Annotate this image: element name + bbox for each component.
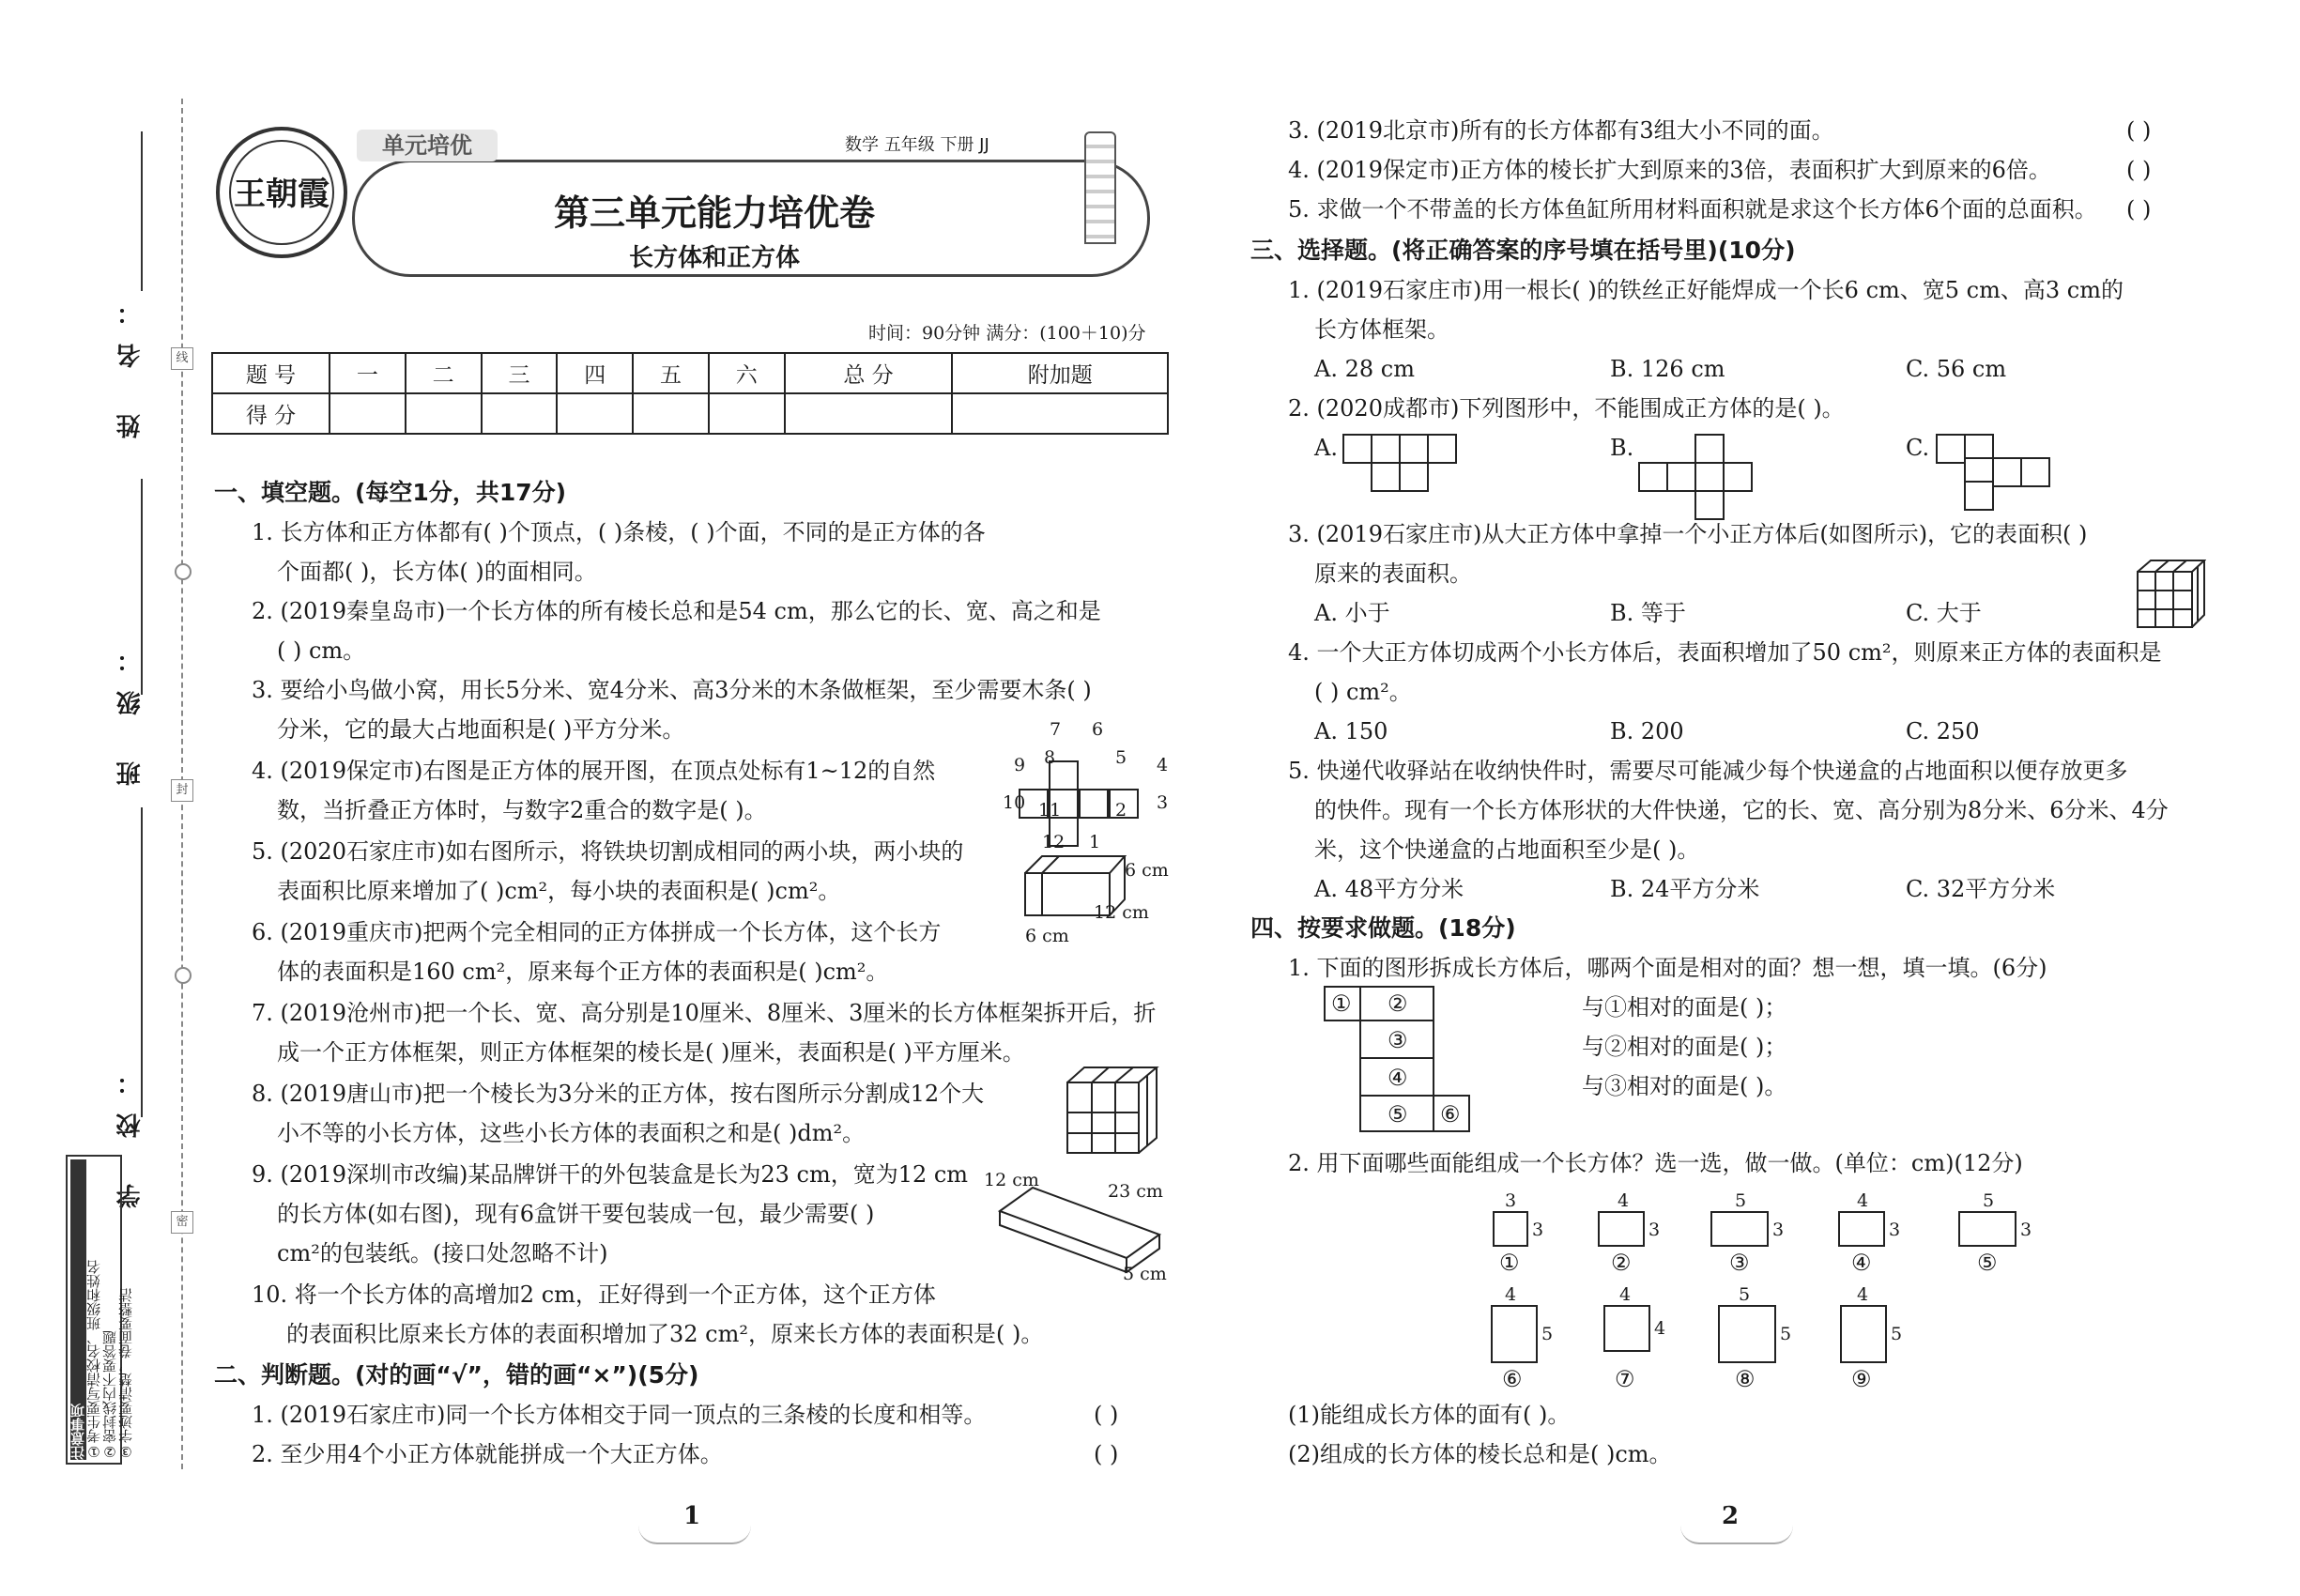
dim-label: 5 cm (1123, 1264, 1167, 1284)
face-dim: 5 (1983, 1190, 1995, 1211)
footer-ornament (638, 1526, 751, 1544)
option-b[interactable]: B. 24平方分米 (1610, 876, 1760, 902)
footer-ornament (1680, 1526, 1793, 1544)
score-header-cell: 总 分 (785, 353, 953, 393)
face-dim: 5 (1735, 1190, 1747, 1211)
net-number: 10 (1003, 792, 1026, 813)
score-input-cell[interactable] (633, 393, 709, 434)
face-rect[interactable] (1491, 1305, 1538, 1363)
school-label: 学 校： (116, 1051, 145, 1209)
answer-paren[interactable]: ( ) (2126, 157, 2152, 183)
dim-label: 12 cm (984, 1170, 1039, 1190)
judge-question: 5. 求做一个不带盖的长方体鱼缸所用材料面积就是求这个长方体6个面的总面积。 (1288, 196, 2097, 223)
option-c[interactable]: C. 32平方分米 (1906, 876, 2056, 902)
option-c[interactable]: C. (1906, 435, 1930, 461)
net-number: 7 (1050, 719, 1062, 740)
face-label: ① (1499, 1250, 1520, 1276)
face-dim: 3 (1889, 1220, 1901, 1240)
question-text: 7. (2019沧州市)把一个长、宽、高分别是10厘米、8厘米、3厘米的长方体框架拆开后，折 (252, 1000, 1157, 1026)
face-label: ③ (1729, 1250, 1750, 1276)
question-text: ( ) cm²。 (1314, 679, 1412, 705)
question-text: 数，当折叠正方体时，与数字2重合的数字是( )。 (277, 797, 767, 823)
page-number: 2 (1722, 1502, 1740, 1530)
option-a[interactable]: A. 小于 (1314, 600, 1390, 626)
lighthouse-icon (1084, 131, 1116, 244)
option-b[interactable]: B. 200 (1610, 718, 1684, 744)
net-number: 4 (1157, 755, 1169, 775)
option-b[interactable]: B. 等于 (1610, 600, 1686, 626)
seal-mi: 密 (171, 1211, 193, 1234)
face-dim: 5 (1541, 1324, 1554, 1344)
option-c[interactable]: C. 56 cm (1906, 356, 2007, 382)
score-header-cell: 附加题 (952, 353, 1168, 393)
divided-cube-figure (1066, 1066, 1159, 1155)
question-text: 9. (2019深圳市改编)某品牌饼干的外包装盒是长为23 cm，宽为12 cm (252, 1161, 969, 1188)
answer-paren[interactable]: ( ) (1094, 1441, 1119, 1467)
face-label: ⑧ (1735, 1366, 1756, 1392)
question-text: 1. 下面的图形拆成长方体后，哪两个面是相对的面？想一想，填一填。(6分) (1288, 955, 2047, 981)
question-text: cm²的包装纸。(接口处忽略不计) (277, 1240, 608, 1266)
face-label: ⑥ (1502, 1366, 1523, 1392)
dim-label: 6 cm (1025, 926, 1069, 946)
face-dim: 3 (2020, 1220, 2032, 1240)
net-number: 9 (1014, 755, 1026, 775)
question-text: ( ) cm。 (277, 637, 366, 664)
score-header-cell: 题 号 (212, 353, 330, 393)
question-text: 6. (2019重庆市)把两个完全相同的正方体拼成一个长方体，这个长方 (252, 919, 942, 945)
dim-label: 12 cm (1094, 902, 1149, 923)
score-header-cell: 五 (633, 353, 709, 393)
net-number: 2 (1115, 800, 1127, 821)
face-rect[interactable] (1840, 1305, 1887, 1363)
question-text: 表面积比原来增加了( )cm²，每小块的表面积是( )cm²。 (277, 878, 841, 904)
page-number: 1 (683, 1502, 701, 1530)
score-input-cell[interactable] (952, 393, 1168, 434)
face-dim: 4 (1654, 1318, 1666, 1339)
net-number: 1 (1089, 832, 1101, 852)
question-text: 2. 用下面哪些面能组成一个长方体？选一选，做一做。(单位：cm)(12分) (1288, 1150, 2023, 1176)
option-c[interactable]: C. 250 (1906, 718, 1980, 744)
question-text: 的长方体(如右图)，现有6盒饼干要包装成一包，最少需要( ) (277, 1201, 875, 1227)
score-header-cell: 三 (482, 353, 558, 393)
face-label: ② (1611, 1250, 1632, 1276)
note-item: ①考生要写清校名、班级和姓名 (85, 1260, 102, 1460)
question-text: 体的表面积是160 cm²，原来每个正方体的表面积是( )cm²。 (277, 959, 889, 985)
face-dim: 4 (1505, 1284, 1517, 1305)
face-dim: 5 (1739, 1284, 1751, 1305)
question-text: 5. 快递代收驿站在收纳快件时，需要尽可能减少每个快递盒的占地面积以便存放更多 (1288, 758, 2128, 784)
question-text: 的快件。现有一个长方体形状的大件快递，它的长、宽、高分别为8分米、6分米、4分 (1314, 797, 2169, 823)
question-text: 分米，它的最大占地面积是( )平方分米。 (277, 716, 685, 743)
score-input-cell[interactable] (709, 393, 785, 434)
net-cell: ⑥ (1433, 1095, 1470, 1132)
face-dim: 3 (1772, 1220, 1785, 1240)
judge-question: 2. 至少用4个小正方体就能拼成一个大正方体。 (252, 1441, 723, 1467)
fill-answer[interactable]: 与③相对的面是( )。 (1582, 1073, 1787, 1099)
page-subtitle: 长方体和正方体 (629, 244, 801, 272)
page-title: 第三单元能力培优卷 (554, 192, 876, 234)
face-rect[interactable] (1718, 1305, 1776, 1363)
face-dim: 5 (1780, 1324, 1792, 1344)
note-item: ②密封线内不要答题 (101, 1330, 118, 1460)
question-text: 长方体框架。 (1314, 316, 1449, 343)
question-text: 2. (2019秦皇岛市)一个长方体的所有棱长总和是54 cm，那么它的长、宽、高之和是 (252, 598, 1101, 624)
face-dim: 4 (1857, 1190, 1869, 1211)
score-header-cell: 四 (557, 353, 633, 393)
option-c[interactable]: C. 大于 (1906, 600, 1982, 626)
question-text: 4. (2019保定市)右图是正方体的展开图，在顶点处标有1~12的自然 (252, 758, 936, 784)
judge-question: 1. (2019石家庄市)同一个长方体相交于同一顶点的三条棱的长度和相等。 (252, 1402, 987, 1428)
net-number: 3 (1157, 792, 1169, 813)
answer-paren[interactable]: ( ) (2126, 196, 2152, 223)
notes-title: 注意事项 (70, 1159, 86, 1460)
net-number: 6 (1092, 719, 1104, 740)
question-text: 成一个正方体框架，则正方体框架的棱长是( )厘米，表面积是( )平方厘米。 (277, 1039, 1025, 1066)
face-rect[interactable] (1710, 1211, 1769, 1247)
question-text: 的表面积比原来长方体的表面积增加了32 cm²，原来长方体的表面积是( )。 (286, 1321, 1044, 1347)
option-a[interactable]: A. 48平方分米 (1314, 876, 1464, 902)
section-2-heading: 二、判断题。(对的画“√”，错的画“×”)(5分) (214, 1361, 699, 1389)
name-label: 姓 名： (116, 282, 145, 439)
logo-text: 王朝霞 (229, 140, 334, 245)
net-cell: ① (1324, 986, 1361, 1021)
question-text: 10. 将一个长方体的高增加2 cm，正好得到一个正方体，这个正方体 (252, 1281, 936, 1308)
question-text: (2)组成的长方体的棱长总和是( )cm。 (1288, 1441, 1672, 1467)
net-cell: ② (1359, 986, 1434, 1021)
question-text: 个面都( )，长方体( )的面相同。 (277, 559, 597, 585)
face-rect[interactable] (1493, 1211, 1528, 1247)
score-header-cell: 六 (709, 353, 785, 393)
score-input-cell[interactable] (557, 393, 633, 434)
question-text: 米，这个快递盒的占地面积至少是( )。 (1314, 836, 1700, 863)
score-header-cell: 二 (406, 353, 482, 393)
note-item: ③字迹要清楚，卷面要整洁 (117, 1288, 134, 1460)
notes-box (66, 1155, 134, 1465)
question-text: 3. (2019石家庄市)从大正方体中拿掉一个小正方体后(如图所示)，它的表面积( ) (1288, 521, 2088, 547)
unit-tab: 单元培优 (357, 130, 498, 161)
exam-time: 时间：90分钟 满分：(100＋10)分 (868, 323, 1146, 344)
seal-feng: 封 (171, 779, 193, 802)
question-text: 5. (2020石家庄市)如右图所示，将铁块切割成相同的两小块，两小块的 (252, 838, 964, 865)
score-input-cell[interactable] (406, 393, 482, 434)
face-label: ⑨ (1851, 1366, 1872, 1392)
cube-missing-corner-figure (2136, 559, 2206, 629)
subject-line: 数学 五年级 下册 JJ (845, 135, 989, 155)
dim-label: 6 cm (1125, 860, 1169, 881)
seal-xian: 线 (171, 347, 193, 370)
question-text: 1. (2019石家庄市)用一根长( )的铁丝正好能焊成一个长6 cm、宽5 cm、高3 cm的 (1288, 277, 2124, 303)
face-dim: 4 (1618, 1190, 1630, 1211)
question-text: 原来的表面积。 (1314, 560, 1472, 587)
section-1-heading: 一、填空题。(每空1分，共17分) (214, 479, 567, 506)
option-a[interactable]: A. 150 (1314, 718, 1388, 744)
option-b[interactable]: B. 126 cm (1610, 356, 1725, 382)
seal-circle (175, 967, 192, 984)
score-row-label: 得 分 (212, 393, 330, 434)
face-label: ⑤ (1977, 1250, 1998, 1276)
net-cell: ③ (1359, 1020, 1434, 1059)
question-text: (1)能组成长方体的面有( )。 (1288, 1402, 1571, 1428)
net-number: 5 (1115, 747, 1127, 768)
face-dim: 4 (1857, 1284, 1869, 1305)
section-4-heading: 四、按要求做题。(18分) (1250, 914, 1516, 942)
score-input-cell[interactable] (785, 393, 953, 434)
class-label: 班 级： (116, 629, 145, 787)
face-dim: 4 (1619, 1284, 1632, 1305)
score-table (211, 352, 1169, 435)
face-label: ⑦ (1615, 1366, 1635, 1392)
score-header-cell: 一 (330, 353, 406, 393)
fill-answer[interactable]: 与①相对的面是( )； (1582, 994, 1787, 1021)
question-text: 2. (2020成都市)下列图形中，不能围成正方体的是( )。 (1288, 395, 1845, 422)
score-input-cell[interactable] (330, 393, 406, 434)
option-a[interactable]: A. (1314, 435, 1338, 461)
face-rect[interactable] (1838, 1211, 1885, 1247)
face-rect[interactable] (1603, 1305, 1650, 1352)
option-a[interactable]: A. 28 cm (1314, 356, 1415, 382)
question-text: 4. 一个大正方体切成两个小长方体后，表面积增加了50 cm²，则原来正方体的表面积是 (1288, 639, 2162, 666)
face-dim: 3 (1648, 1220, 1661, 1240)
face-dim: 3 (1505, 1190, 1517, 1211)
name-underline (141, 131, 143, 291)
answer-paren[interactable]: ( ) (2126, 117, 2152, 144)
judge-question: 3. (2019北京市)所有的长方体都有3组大小不同的面。 (1288, 117, 1834, 144)
net-number: 8 (1044, 747, 1056, 768)
net-number: 12 (1042, 832, 1066, 852)
question-text: 1. 长方体和正方体都有( )个顶点，( )条棱，( )个面，不同的是正方体的各 (252, 519, 986, 545)
face-rect[interactable] (1598, 1211, 1645, 1247)
section-3-heading: 三、选择题。(将正确答案的序号填在括号里)(10分) (1250, 237, 1796, 264)
net-number: 11 (1038, 800, 1062, 821)
net-cell: ⑤ (1359, 1095, 1434, 1132)
net-cell: ④ (1359, 1057, 1434, 1097)
question-text: 小不等的小长方体，这些小长方体的表面积之和是( )dm²。 (277, 1120, 866, 1146)
option-b[interactable]: B. (1610, 435, 1634, 461)
judge-question: 4. (2019保定市)正方体的棱长扩大到原来的3倍，表面积扩大到原来的6倍。 (1288, 157, 2051, 183)
publisher-logo (216, 127, 347, 258)
fill-answer[interactable]: 与②相对的面是( )； (1582, 1034, 1787, 1060)
question-text: 8. (2019唐山市)把一个棱长为3分米的正方体，按右图所示分割成12个大 (252, 1081, 985, 1107)
face-label: ④ (1851, 1250, 1872, 1276)
question-text: 3. 要给小鸟做小窝，用长5分米、宽4分米、高3分米的木条做框架，至少需要木条( ) (252, 677, 1092, 703)
cuboid-net-figure (1324, 986, 1479, 1141)
face-rect[interactable] (1958, 1211, 2016, 1247)
score-input-cell[interactable] (482, 393, 558, 434)
answer-paren[interactable]: ( ) (1094, 1402, 1119, 1428)
face-dim: 3 (1532, 1220, 1544, 1240)
dim-label: 23 cm (1108, 1181, 1163, 1202)
seal-circle (175, 563, 192, 580)
face-dim: 5 (1891, 1324, 1903, 1344)
